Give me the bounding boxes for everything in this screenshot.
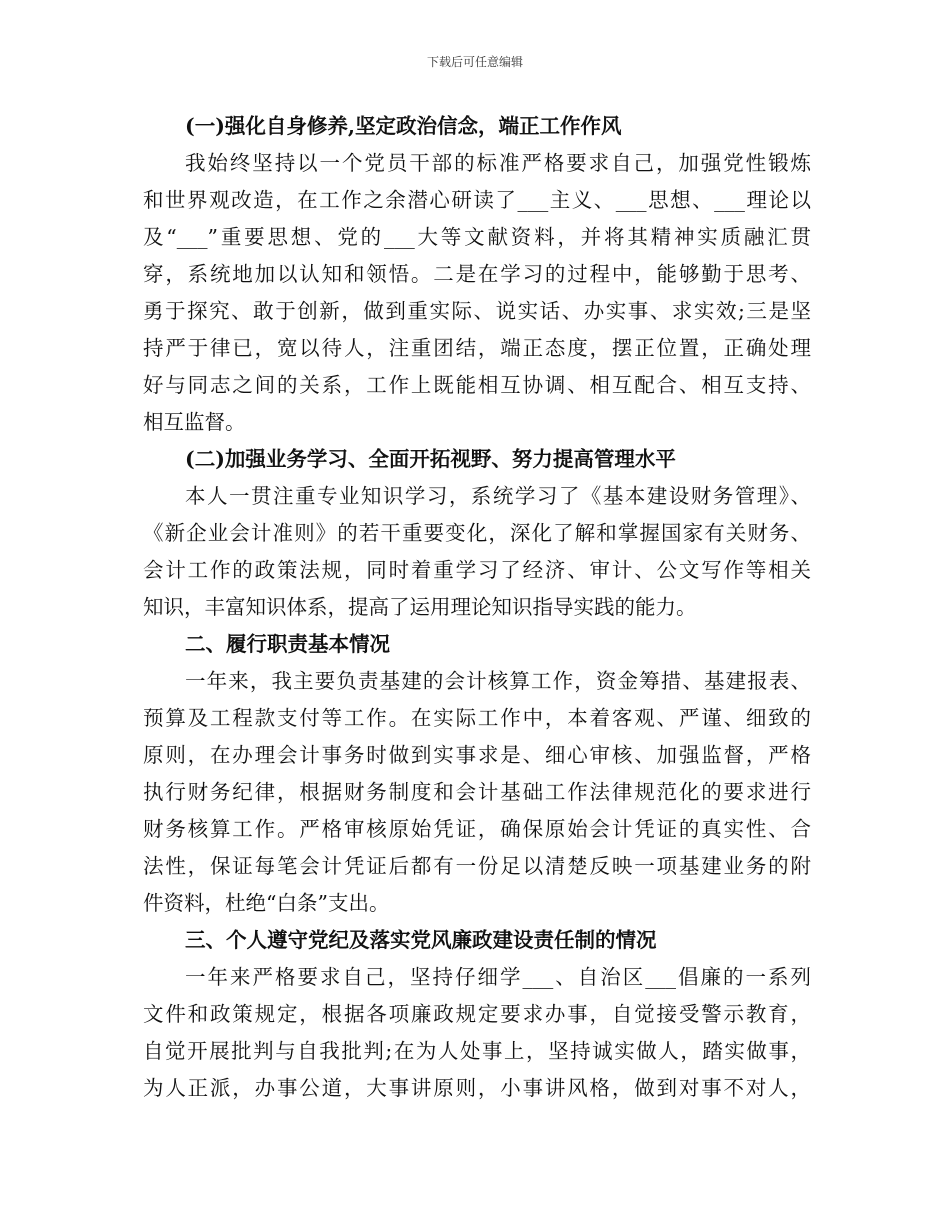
- document-body: [143, 108, 811, 1107]
- paragraph-line: 穿，系统地加以认知和领悟。二是在学习的过程中，能够勤于思考、: [143, 262, 811, 286]
- paragraph-line: 原则，在办理会计事务时做到实事求是、细心审核、加强监督，严格: [143, 743, 811, 767]
- paragraph-line: 件资料，杜绝“白条”支出。: [143, 891, 390, 915]
- paragraph-line: 相互监督。: [143, 410, 246, 434]
- paragraph-line: 持严于律已，宽以待人，注重团结，端正态度，摆正位置，正确处理: [143, 336, 811, 360]
- paragraph-line: 一年来，我主要负责基建的会计核算工作，资金筹措、基建报表、: [185, 669, 811, 693]
- section-heading: 三、个人遵守党纪及落实党风廉政建设责任制的情况: [185, 928, 657, 952]
- section-heading: (二)加强业务学习、全面开拓视野、努力提高管理水平: [185, 447, 676, 471]
- paragraph-line: 法性，保证每笔会计凭证后都有一份足以清楚反映一项基建业务的附: [143, 854, 811, 878]
- section-heading: 二、履行职责基本情况: [185, 632, 390, 656]
- paragraph-line: 会计工作的政策法规，同时着重学习了经济、审计、公文写作等相关: [143, 558, 811, 582]
- paragraph-line: 和世界观改造，在工作之余潜心研读了___主义、___思想、___理论以: [143, 188, 811, 212]
- paragraph-line: 为人正派，办事公道，大事讲原则，小事讲风格，做到对事不对人，: [143, 1076, 811, 1100]
- paragraph-line: 预算及工程款支付等工作。在实际工作中，本着客观、严谨、细致的: [143, 706, 811, 730]
- paragraph-line: 本人一贯注重专业知识学习，系统学习了《基本建设财务管理》、: [185, 484, 811, 508]
- paragraph-line: 财务核算工作。严格审核原始凭证，确保原始会计凭证的真实性、合: [143, 817, 811, 841]
- paragraph-line: 执行财务纪律，根据财务制度和会计基础工作法律规范化的要求进行: [143, 780, 811, 804]
- paragraph-line: 勇于探究、敢于创新，做到重实际、说实话、办实事、求实效;三是坚: [143, 299, 811, 323]
- paragraph-line: 一年来严格要求自己，坚持仔细学___、自治区___倡廉的一系列: [185, 965, 811, 989]
- paragraph-line: 及“___”重要思想、党的___大等文献资料，并将其精神实质融汇贯: [143, 225, 811, 249]
- section-heading: (一)强化自身修养,坚定政治信念，端正工作作风: [185, 114, 622, 138]
- paragraph-line: 好与同志之间的关系，工作上既能相互协调、相互配合、相互支持、: [143, 373, 811, 397]
- paragraph-line: 《新企业会计准则》的若干重要变化，深化了解和掌握国家有关财务、: [143, 521, 811, 545]
- page-header: 下载后可任意编辑: [426, 55, 523, 69]
- paragraph-line: 文件和政策规定，根据各项廉政规定要求办事，自觉接受警示教育，: [143, 1002, 811, 1026]
- paragraph-line: 知识，丰富知识体系，提高了运用理论知识指导实践的能力。: [143, 595, 697, 619]
- paragraph-line: 自觉开展批判与自我批判;在为人处事上，坚持诚实做人，踏实做事，: [143, 1039, 811, 1063]
- paragraph-line: 我始终坚持以一个党员干部的标准严格要求自己，加强党性锻炼: [185, 151, 811, 175]
